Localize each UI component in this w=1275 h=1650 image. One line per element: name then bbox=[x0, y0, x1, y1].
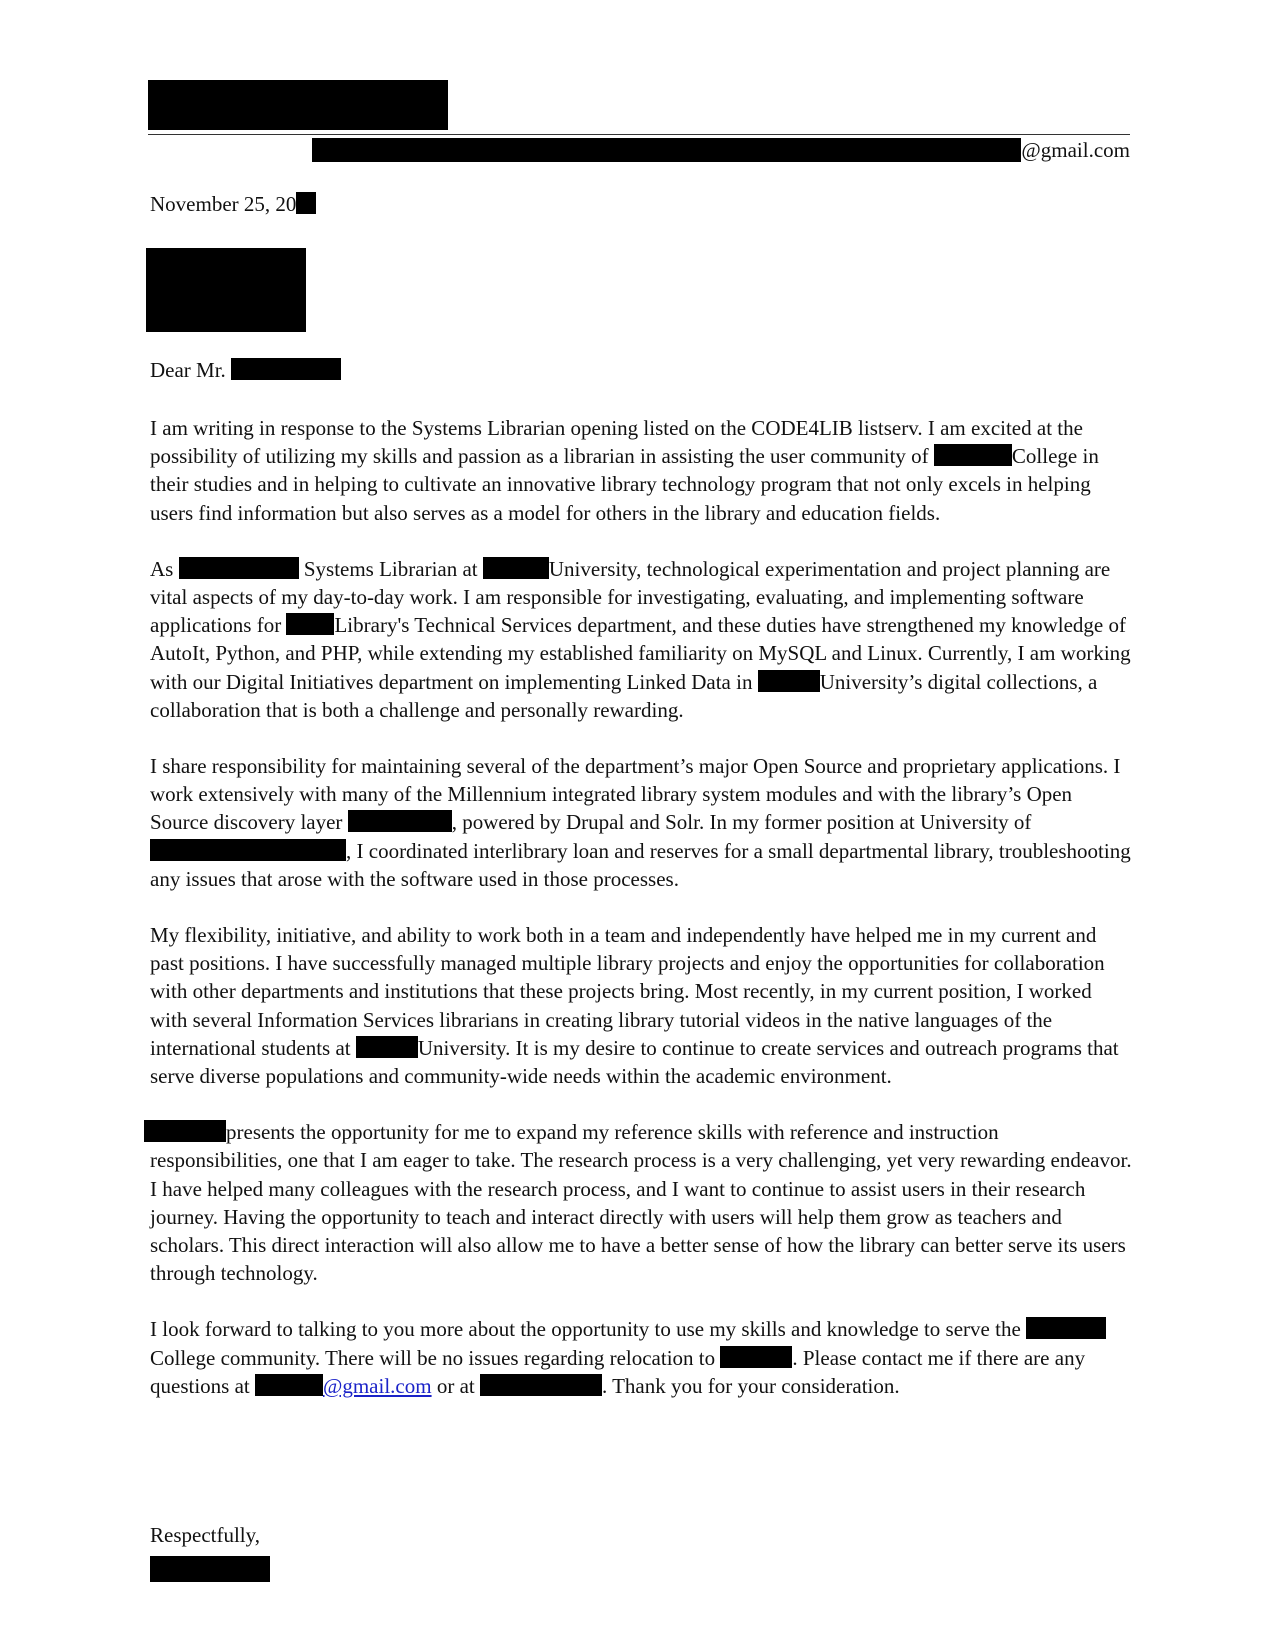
p2-text-e: University’s digital collections, a collaboration that is both a challenge and personally rewarding. bbox=[150, 669, 1098, 722]
p3-text-c: , I coordinated interlibrary loan and reserves for a small departmental library, troubleshooting any issues that arose with the software used in those processes. bbox=[150, 838, 1131, 891]
p1-text-a: I am writing in response to the Systems Librarian opening listed on the CODE4LIB listserv. I am excited at the possibility of utilizing my skills and passion as a librarian in assisting the user community of bbox=[150, 416, 1083, 469]
p4-text-a: My flexibility, initiative, and ability to work both in a team and independently have helped me in my current and past positions. I have successfully managed multiple library projects and enjoy the opportunities for collaboration with other departments and institutions that these projects bring. Most recently, in my current position, I worked with several Information Services librarians in creating library tutorial videos in the native languages of the international students at bbox=[150, 923, 1105, 1060]
redacted-university-name bbox=[483, 557, 549, 579]
paragraph-6 bbox=[150, 1315, 1132, 1400]
redacted-recipient-name bbox=[231, 358, 341, 380]
letter-body bbox=[150, 414, 1132, 1428]
p3-text-b: , powered by Drupal and Solr. In my former position at University of bbox=[451, 810, 1032, 835]
header-divider bbox=[148, 134, 1130, 135]
paragraph-3 bbox=[150, 752, 1132, 893]
redacted-phone-number bbox=[480, 1374, 602, 1396]
p2-text-a: As bbox=[150, 556, 179, 581]
redacted-university-name-3 bbox=[356, 1036, 418, 1058]
date-text: November 25, 20 bbox=[150, 192, 297, 216]
letter-date bbox=[150, 192, 316, 217]
salutation bbox=[150, 358, 341, 383]
p2-text-c: University, technological experimentation and project planning are vital aspects of my day-to-day work. I am responsible for investigating, evaluating, and implementing software applications for bbox=[150, 556, 1111, 638]
p6-text-d: or at bbox=[431, 1373, 480, 1398]
redacted-recipient-address bbox=[146, 248, 306, 332]
p3-text-a: I share responsibility for maintaining several of the department’s major Open Source and proprietary applications. I work extensively with many of the Millennium integrated library system modules and with the library’s Open Source discovery layer bbox=[150, 754, 1121, 835]
redacted-library-name bbox=[286, 613, 334, 635]
redacted-location bbox=[720, 1346, 792, 1368]
p6-text-c: . Please contact me if there are any questions at bbox=[150, 1345, 1086, 1398]
salutation-text: Dear Mr. bbox=[150, 358, 226, 382]
redacted-email-address bbox=[312, 138, 1021, 162]
redacted-former-university bbox=[150, 839, 346, 861]
p2-text-d: Library's Technical Services department, and these duties have strengthened my knowledge of AutoIt, Python, and PHP, while extending my established familiarity on MySQL and Linux. Currently, I am working with our Digital Initiatives department on implementing Linked Data in bbox=[150, 613, 1131, 694]
p1-text-b: College in their studies and in helping to cultivate an innovative library technology program that not only excels in helping users find information but also serves as a model for others in the library and education fields. bbox=[150, 444, 1099, 525]
p4-text-b: University. It is my desire to continue to create services and outreach programs that serve diverse populations and community-wide needs within the academic environment. bbox=[150, 1035, 1119, 1089]
paragraph-2 bbox=[150, 555, 1132, 724]
redacted-year bbox=[296, 192, 316, 214]
p6-text-e: . Thank you for your consideration. bbox=[601, 1373, 900, 1398]
p6-text-a: I look forward to talking to you more about the opportunity to use my skills and knowledge to serve the bbox=[150, 1317, 1027, 1342]
redacted-email-user bbox=[255, 1374, 323, 1396]
redacted-university-name-2 bbox=[758, 670, 820, 692]
redacted-discovery-layer bbox=[348, 810, 452, 832]
redacted-college-name-3 bbox=[1026, 1317, 1106, 1339]
paragraph-5 bbox=[150, 1118, 1132, 1287]
redacted-position-title bbox=[179, 557, 299, 579]
p5-text-a: presents the opportunity for me to expand my reference skills with reference and instruction responsibilities, one that I am eager to take. The research process is a very challenging, yet very rewarding endeavor. I have helped many colleagues with the research process, and I want to continue to assist users in their research journey. Having the opportunity to teach and interact directly with users will help them grow as teachers and scholars. This direct interaction will also allow me to have a better sense of how the library can better serve its users through technology. bbox=[150, 1120, 1132, 1286]
paragraph-1 bbox=[150, 414, 1132, 527]
redacted-signature bbox=[150, 1556, 270, 1582]
email-suffix: @gmail.com bbox=[1021, 137, 1130, 162]
p6-text-b: College community. There will be no issues regarding relocation to bbox=[150, 1345, 721, 1370]
closing: Respectfully, bbox=[150, 1523, 261, 1547]
redacted-college-name-2 bbox=[144, 1120, 226, 1142]
sender-email-line bbox=[312, 136, 1130, 164]
email-link[interactable]: @gmail.com bbox=[323, 1373, 432, 1398]
redacted-sender-name bbox=[148, 80, 448, 130]
redacted-college-name bbox=[934, 444, 1012, 466]
paragraph-4 bbox=[150, 921, 1132, 1090]
p2-text-b: Systems Librarian at bbox=[298, 556, 483, 581]
